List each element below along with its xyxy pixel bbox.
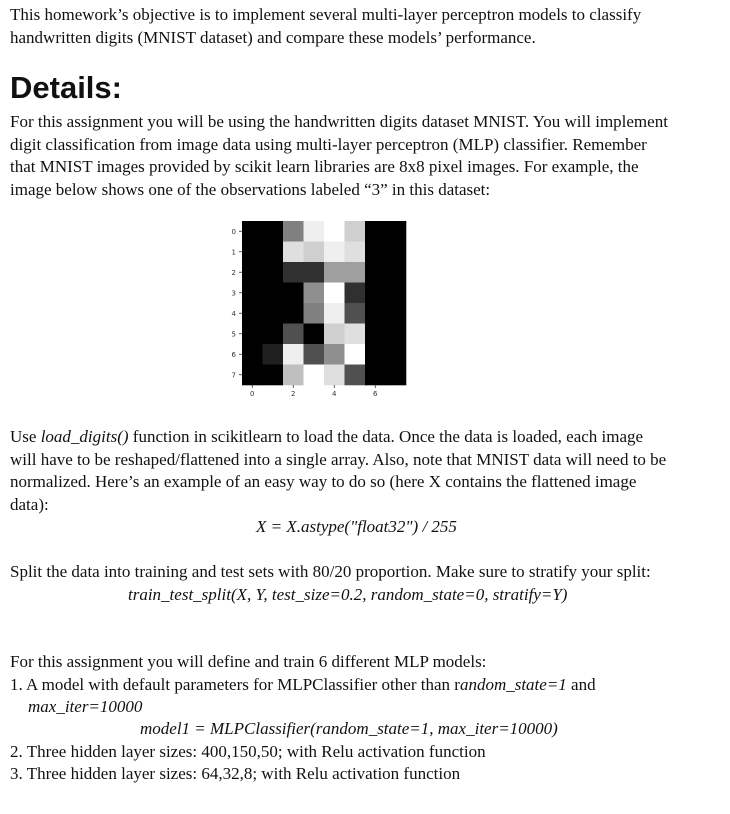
digit-image (222, 218, 412, 404)
pixel-r5-c1 (263, 324, 284, 345)
pixel-r4-c7 (386, 303, 407, 324)
pixel-r1-c6 (365, 242, 386, 263)
pixel-r3-c7 (386, 283, 407, 304)
pixel-r7-c3 (304, 365, 325, 386)
pixel-r5-c7 (386, 324, 407, 345)
pixel-r3-c5 (345, 283, 366, 304)
pixel-r3-c3 (304, 283, 325, 304)
pixel-r6-c1 (263, 344, 284, 365)
split-code: train_test_split(X, Y, test_size=0.2, random_state=0, stratify=Y) (128, 585, 568, 604)
intro-line-1: This homework’s objective is to implement several multi-layer perceptron models to classify (10, 5, 642, 24)
pixel-r2-c5 (345, 262, 366, 283)
pixel-r1-c2 (283, 242, 304, 263)
x-axis (250, 385, 378, 398)
pixel-r1-c0 (242, 242, 263, 263)
pixel-r2-c3 (304, 262, 325, 283)
pixel-r2-c7 (386, 262, 407, 283)
pixel-r4-c5 (345, 303, 366, 324)
pixel-r6-c4 (324, 344, 345, 365)
details-line-1: For this assignment you will be using the handwritten digits dataset MNIST. You will implement (10, 112, 668, 131)
x-tick-label: 6 (373, 390, 378, 398)
pixel-r4-c6 (365, 303, 386, 324)
pixel-r1-c1 (263, 242, 284, 263)
details-heading: Details: (10, 70, 122, 105)
pixel-r3-c0 (242, 283, 263, 304)
pixel-r3-c2 (283, 283, 304, 304)
y-tick-label: 0 (231, 227, 236, 236)
pixel-r4-c4 (324, 303, 345, 324)
load-line-4: data): (10, 494, 49, 514)
model-item-1-line-2: max_iter=10000 (28, 697, 143, 716)
digit-pixel-grid (242, 221, 406, 385)
pixel-r2-c1 (263, 262, 284, 283)
pixel-r5-c6 (365, 324, 386, 345)
pixel-r2-c4 (324, 262, 345, 283)
load-line-3: normalized. Here’s an example of an easy way to do so (here X contains the flattened image (10, 472, 637, 491)
pixel-r4-c1 (263, 303, 284, 324)
pixel-r2-c0 (242, 262, 263, 283)
pixel-r6-c5 (345, 344, 366, 365)
pixel-r1-c7 (386, 242, 407, 263)
pixel-r5-c3 (304, 324, 325, 345)
model-item-1-r: r (454, 674, 460, 694)
y-tick-label: 3 (231, 289, 236, 298)
pixel-r5-c0 (242, 324, 263, 345)
pixel-r4-c2 (283, 303, 304, 324)
pixel-r0-c5 (345, 221, 366, 242)
y-tick-label: 4 (231, 309, 236, 318)
pixel-r0-c4 (324, 221, 345, 242)
load-line-1-pre: Use (10, 427, 41, 446)
x-tick-label: 4 (332, 390, 337, 398)
load-line-1-post: function in scikitlearn to load the data. Once the data is loaded, each image (128, 427, 644, 446)
pixel-r0-c6 (365, 221, 386, 242)
model-item-1-code: andom_state=1 (459, 674, 567, 694)
pixel-r3-c6 (365, 283, 386, 304)
pixel-r3-c1 (263, 283, 284, 304)
pixel-r0-c3 (304, 221, 325, 242)
models-intro: For this assignment you will define and train 6 different MLP models: (10, 652, 487, 671)
normalize-equation: X = X.astype("float32") / 255 (256, 517, 457, 536)
split-line: Split the data into training and test sets with 80/20 proportion. Make sure to stratify your split: (10, 562, 651, 581)
model-item-3: 3. Three hidden layer sizes: 64,32,8; with Relu activation function (10, 764, 461, 783)
pixel-r7-c6 (365, 365, 386, 386)
pixel-r1-c3 (304, 242, 325, 263)
pixel-r5-c5 (345, 324, 366, 345)
pixel-r1-c5 (345, 242, 366, 263)
load-line-2: will have to be reshaped/flattened into a single array. Also, note that MNIST data will need to be (10, 449, 667, 469)
pixel-r2-c6 (365, 262, 386, 283)
model-item-1 (10, 674, 596, 697)
pixel-r1-c4 (324, 242, 345, 263)
pixel-r0-c1 (263, 221, 284, 242)
model-item-2: 2. Three hidden layer sizes: 400,150,50; with Relu activation function (10, 741, 486, 761)
pixel-r4-c3 (304, 303, 325, 324)
pixel-r5-c2 (283, 324, 304, 345)
load-digits-fn: load_digits() (40, 427, 129, 446)
model1-code-line: model1 = MLPClassifier(random_state=1, max_iter=10000) (140, 719, 558, 738)
y-tick-label: 1 (231, 248, 236, 257)
pixel-r5-c4 (324, 324, 345, 345)
y-tick-label: 2 (231, 268, 236, 277)
y-tick-label: 7 (231, 371, 236, 380)
pixel-r4-c0 (242, 303, 263, 324)
pixel-r0-c2 (283, 221, 304, 242)
pixel-r7-c1 (263, 365, 284, 386)
y-axis (232, 228, 242, 380)
y-tick-label: 5 (231, 330, 236, 339)
pixel-r3-c4 (324, 283, 345, 304)
pixel-r7-c5 (345, 365, 366, 386)
intro-line-2: handwritten digits (MNIST dataset) and compare these models’ performance. (10, 27, 536, 47)
load-line-1 (10, 426, 643, 449)
details-line-4: image below shows one of the observations labeled “3” in this dataset: (10, 179, 491, 199)
model-item-1-pre: 1. A model with default parameters for MLPClassifier other than (10, 674, 455, 694)
pixel-r7-c0 (242, 365, 263, 386)
y-tick-label: 6 (231, 350, 236, 359)
pixel-r6-c7 (386, 344, 407, 365)
details-line-2: digit classification from image data using multi-layer perceptron (MLP) classifier. Remember (10, 134, 647, 154)
pixel-r0-c7 (386, 221, 407, 242)
x-tick-label: 0 (250, 390, 255, 398)
pixel-r7-c7 (386, 365, 407, 386)
pixel-r6-c0 (242, 344, 263, 365)
pixel-r0-c0 (242, 221, 263, 242)
pixel-r6-c2 (283, 344, 304, 365)
pixel-r2-c2 (283, 262, 304, 283)
model-item-1-and: and (566, 674, 596, 694)
pixel-r6-c3 (304, 344, 325, 365)
x-tick-label: 2 (291, 390, 296, 398)
pixel-r7-c2 (283, 365, 304, 386)
pixel-r6-c6 (365, 344, 386, 365)
pixel-r7-c4 (324, 365, 345, 386)
details-line-3: that MNIST images provided by scikit learn libraries are 8x8 pixel images. For example, the (10, 157, 639, 176)
